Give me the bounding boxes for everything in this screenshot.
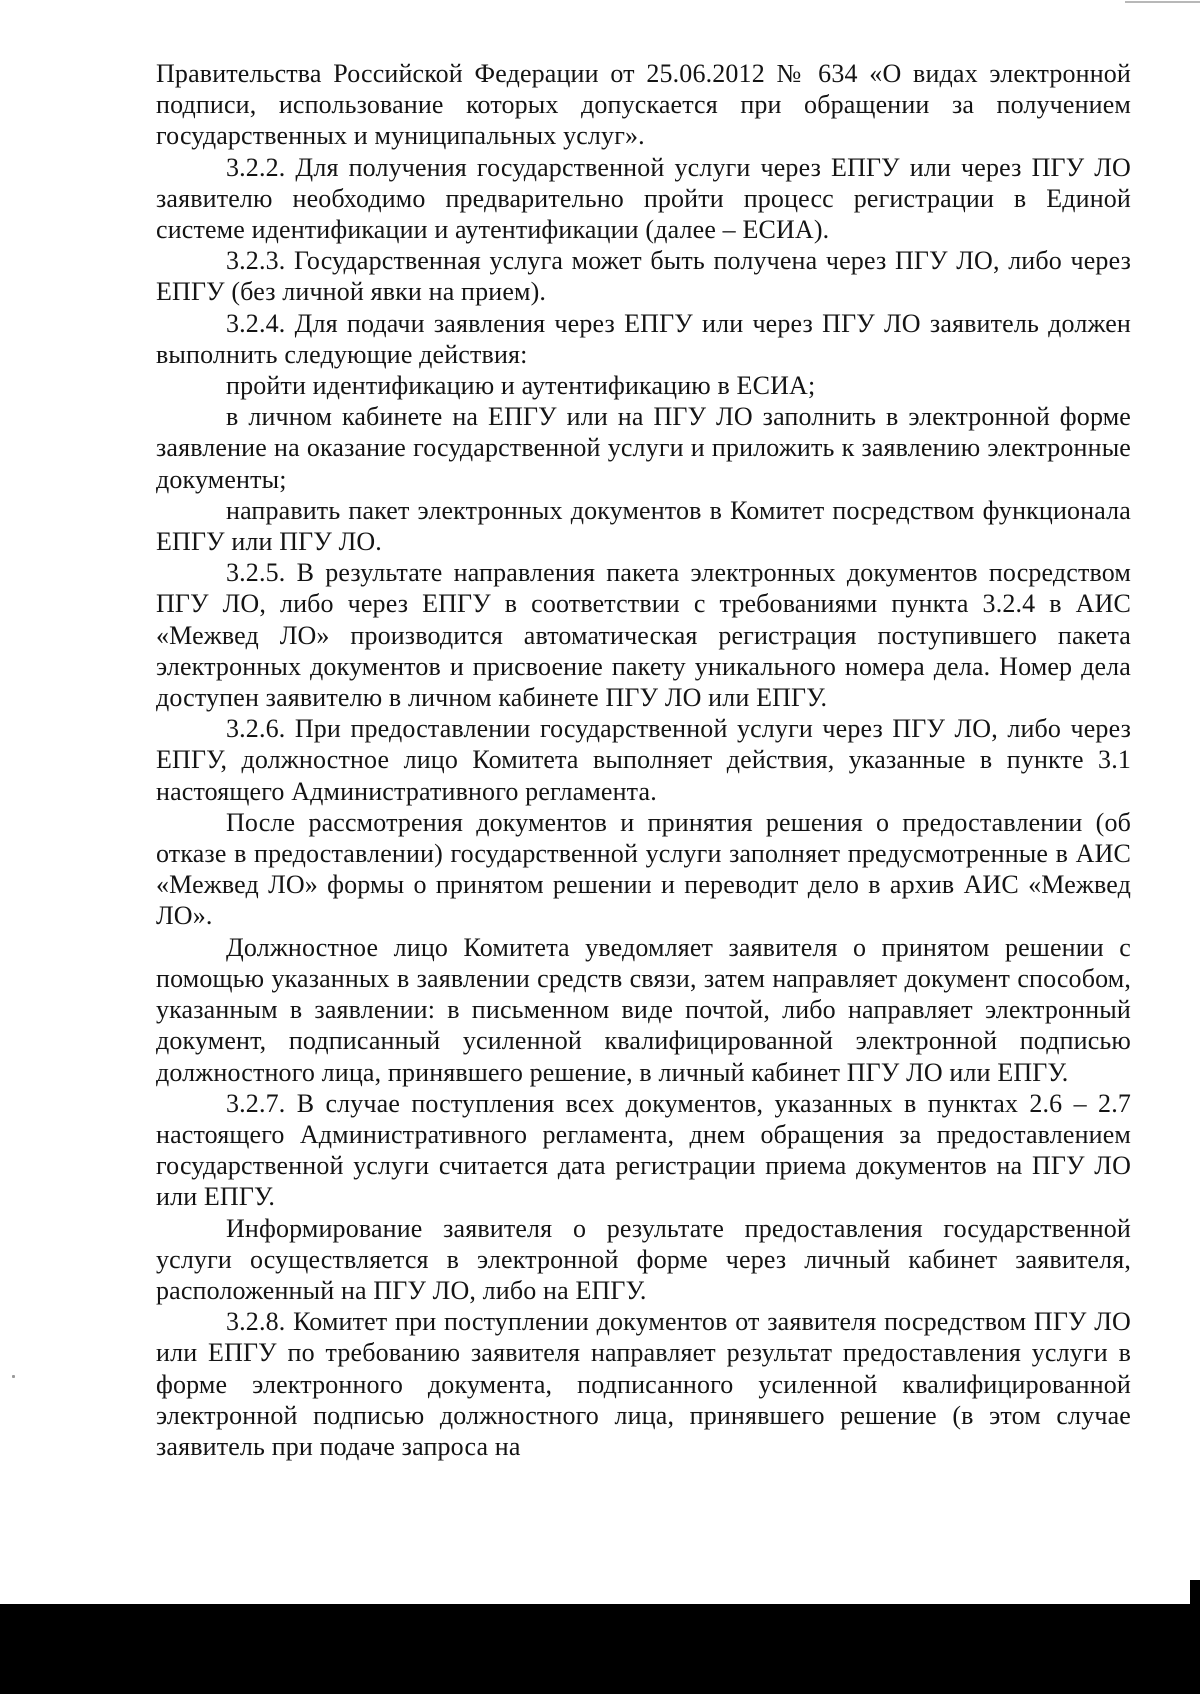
paragraph-informing: Информирование заявителя о результате предоставления государственной услуги осуществляется в электронной форме через личный кабинет заявителя, расположенный на ПГУ ЛО, либо на ЕПГУ. <box>156 1213 1131 1305</box>
list-item-identification: пройти идентификацию и аутентификацию в ЕСИА; <box>226 371 816 401</box>
paragraph-after-review: После рассмотрения документов и принятия решения о предоставлении (об отказе в предоставлении) государственной услуги заполняет предусмотренные в АИС «Межвед ЛО» формы о принятом решении и переводит дело в архив АИС «Межвед ЛО». <box>156 807 1131 931</box>
scan-artifact-line <box>1125 1 1200 3</box>
list-item-fill-form: в личном кабинете на ЕПГУ или на ПГУ ЛО заполнить в электронной форме заявление на оказание государственной услуги и приложить к заявлению электронные документы; <box>156 402 1131 494</box>
list-item-send-package: направить пакет электронных документов в Комитет посредством функционала ЕПГУ или ПГУ ЛО. <box>156 495 1131 557</box>
paragraph-3-2-3: 3.2.3. Государственная услуга может быть получена через ПГУ ЛО, либо через ЕПГУ (без личной явки на прием). <box>156 246 1131 307</box>
paragraph-3-2-5: 3.2.5. В результате направления пакета электронных документов посредством ПГУ ЛО, либо через ЕПГУ в соответствии с требованиями пункта 3.2.4 в АИС «Межвед ЛО» производится автоматическая регистрация поступившего пакета электронных документов и присвоение пакету уникального номера дела. Номер дела доступен заявителю в личном кабинете ПГУ ЛО или ЕПГУ. <box>156 558 1131 713</box>
paragraph-3-2-8: 3.2.8. Комитет при поступлении документов от заявителя посредством ПГУ ЛО или ЕПГУ по требованию заявителя направляет результат предоставления услуги в форме электронного документа, подписанного усиленной квалифицированной электронной подписью должностного лица, принявшего решение (в этом случае заявитель при подаче запроса на <box>156 1307 1131 1461</box>
paragraph-3-2-6: 3.2.6. При предоставлении государственной услуги через ПГУ ЛО, либо через ЕПГУ, должностное лицо Комитета выполняет действия, указанные в пункте 3.1 настоящего Административного регламента. <box>156 714 1131 806</box>
paragraph-3-2-7: 3.2.7. В случае поступления всех документов, указанных в пунктах 2.6 – 2.7 настоящего Административного регламента, днем обращения за предоставлением государственной услуги считается дата регистрации приема документов на ПГУ ЛО или ЕПГУ. <box>156 1088 1131 1212</box>
paragraph-3-2-4: 3.2.4. Для подачи заявления через ЕПГУ или через ПГУ ЛО заявитель должен выполнить следующие действия: <box>156 308 1131 369</box>
scan-bottom-border <box>0 1604 1200 1694</box>
document-body <box>156 58 1131 1462</box>
scan-artifact-speck <box>12 1375 15 1378</box>
scan-border-edge <box>1190 1580 1200 1604</box>
paragraph-continuation: Правительства Российской Федерации от 25.06.2012 № 634 «О видах электронной подписи, использование которых допускается при обращении за получением государственных и муниципальных услуг». <box>156 59 1131 151</box>
paragraph-3-2-2: 3.2.2. Для получения государственной услуги через ЕПГУ или через ПГУ ЛО заявителю необходимо предварительно пройти процесс регистрации в Единой системе идентификации и аутентификации (далее – ЕСИА). <box>156 152 1131 245</box>
paragraph-notification: Должностное лицо Комитета уведомляет заявителя о принятом решении с помощью указанных в заявлении средств связи, затем направляет документ способом, указанным в заявлении: в письменном виде почтой, либо направляет электронный документ, подписанный усиленной квалифицированной электронной подписью должностного лица, принявшего решение, в личный кабинет ПГУ ЛО или ЕПГУ. <box>156 932 1131 1087</box>
